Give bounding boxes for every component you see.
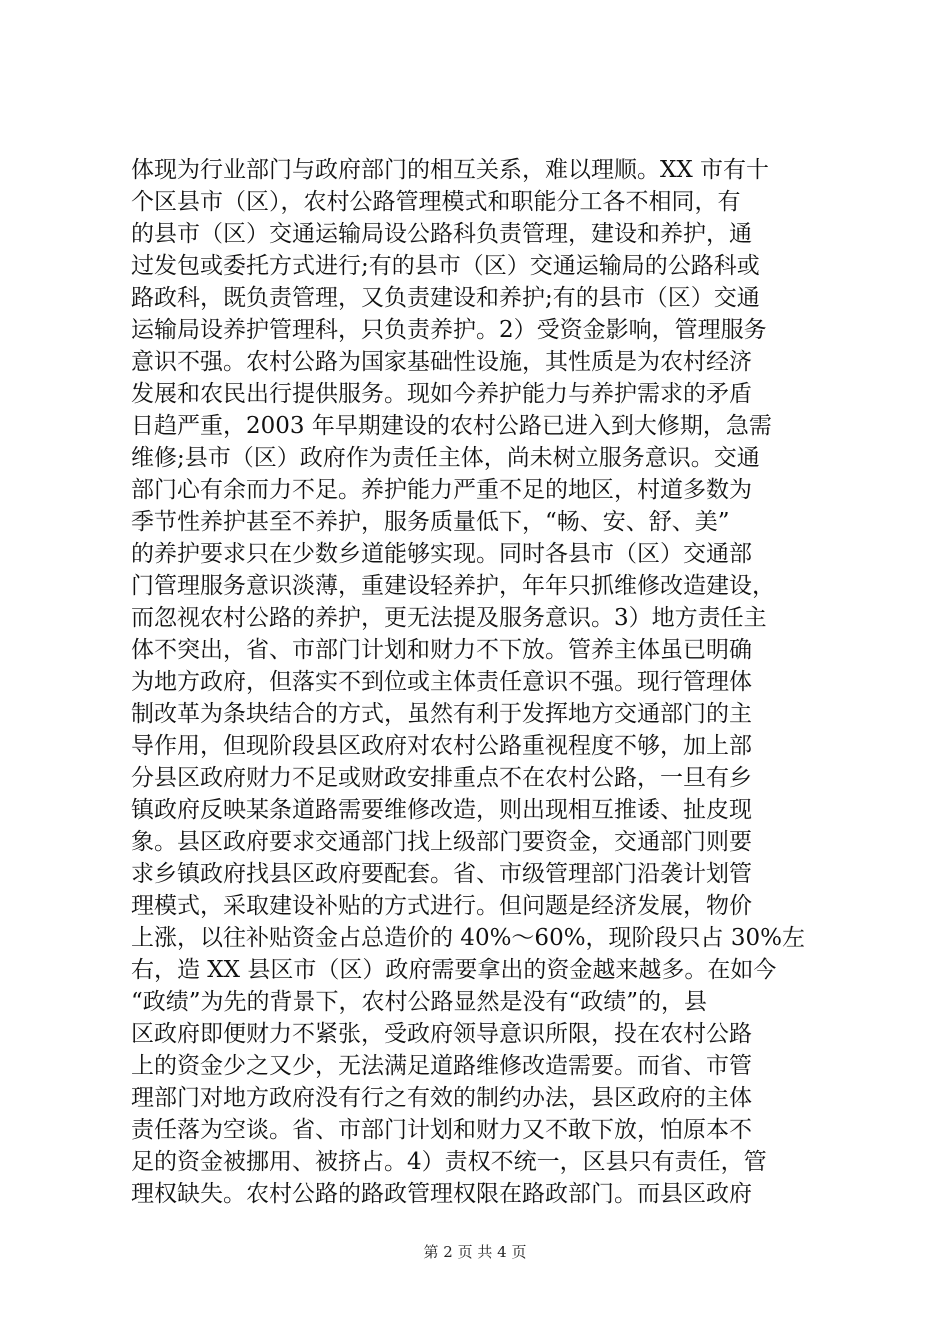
text-line: “政绩”为先的背景下，农村公路显然是没有“政绩”的，县	[131, 989, 708, 1015]
text-line: 门管理服务意识淡薄，重建设轻养护，年年只抓维修改造建设，	[131, 573, 775, 599]
text-line: 体不突出，省、市部门计划和财力不下放。管养主体虽已明确	[131, 637, 752, 663]
text-line: 路政科，既负责管理，又负责建设和养护;有的县市（区）交通	[131, 285, 760, 311]
text-line: 的县市（区）交通运输局设公路科负责管理，建设和养护，通	[131, 221, 752, 247]
text-line: 的养护要求只在少数乡道能够实现。同时各县市（区）交通部	[131, 541, 752, 567]
text-line: 分县区政府财力不足或财政安排重点不在农村公路，一旦有乡	[131, 765, 752, 791]
page-footer	[0, 1242, 950, 1262]
text-line: 意识不强。农村公路为国家基础性设施，其性质是为农村经济	[131, 349, 752, 375]
text-line: 为地方政府，但落实不到位或主体责任意识不强。现行管理体	[131, 669, 752, 695]
text-line: 上的资金少之又少，无法满足道路维修改造需要。而省、市管	[131, 1053, 752, 1079]
text-line: 发展和农民出行提供服务。现如今养护能力与养护需求的矛盾	[131, 381, 752, 407]
text-line: 维修;县市（区）政府作为责任主体，尚未树立服务意识。交通	[131, 445, 760, 471]
text-line: 上涨，以往补贴资金占总造价的 40%～60%，现阶段只占 30%左	[131, 925, 805, 951]
text-line: 足的资金被挪用、被挤占。4）责权不统一，区县只有责任，管	[131, 1149, 767, 1175]
text-line: 象。县区政府要求交通部门找上级部门要资金，交通部门则要	[131, 829, 752, 855]
text-line: 运输局设养护管理科，只负责养护。2）受资金影响，管理服务	[131, 317, 767, 343]
text-line: 理模式，采取建设补贴的方式进行。但问题是经济发展，物价	[131, 893, 752, 919]
text-line: 导作用，但现阶段县区政府对农村公路重视程度不够，加上部	[131, 733, 752, 759]
text-line: 区政府即便财力不紧张，受政府领导意识所限，投在农村公路	[131, 1021, 752, 1047]
text-line: 而忽视农村公路的养护，更无法提及服务意识。3）地方责任主	[131, 605, 767, 631]
text-line: 部门心有余而力不足。养护能力严重不足的地区，村道多数为	[131, 477, 752, 503]
text-line: 体现为行业部门与政府部门的相互关系，难以理顺。XX 市有十	[131, 157, 770, 183]
body-text	[131, 154, 827, 1210]
text-line: 制改革为条块结合的方式，虽然有利于发挥地方交通部门的主	[131, 701, 752, 727]
text-line: 理部门对地方政府没有行之有效的制约办法，县区政府的主体	[131, 1085, 752, 1111]
text-line: 过发包或委托方式进行;有的县市（区）交通运输局的公路科或	[131, 253, 760, 279]
text-line: 季节性养护甚至不养护，服务质量低下，“畅、安、舒、美”	[131, 509, 730, 535]
page-indicator: 第 2 页 共 4 页	[423, 1243, 527, 1261]
text-line: 镇政府反映某条道路需要维修改造，则出现相互推诿、扯皮现	[131, 797, 752, 823]
text-line: 右，造 XX 县区市（区）政府需要拿出的资金越来越多。在如今	[131, 957, 777, 983]
text-line: 个区县市（区），农村公路管理模式和职能分工各不相同，有	[131, 189, 741, 215]
text-line: 日趋严重，2003 年早期建设的农村公路已进入到大修期，急需	[131, 413, 772, 439]
text-line: 理权缺失。农村公路的路政管理权限在路政部门。而县区政府	[131, 1181, 752, 1207]
text-line: 责任落为空谈。省、市部门计划和财力又不敢下放，怕原本不	[131, 1117, 752, 1143]
text-line: 求乡镇政府找县区政府要配套。省、市级管理部门沿袭计划管	[131, 861, 752, 887]
